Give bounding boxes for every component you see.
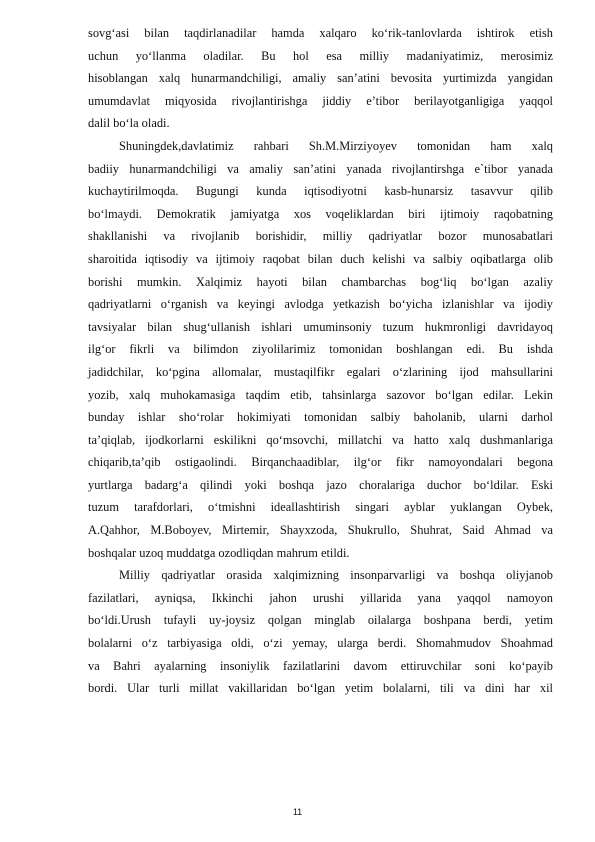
text-line: va Bahri ayalarning insoniylik fazilatlarini davom ettiruvchilar soni ko‘payib	[88, 658, 553, 673]
text-line: dalil bo‘la oladi.	[88, 116, 170, 131]
text-line: yozib, xalq muhokamasiga taqdim etib, tahsinlarga sazovor bo‘lgan edilar. Lekin	[88, 387, 553, 402]
text-line: bolalarni o‘z tarbiyasiga oldi, o‘zi yemay, ularga berdi. Shomahmudov Shoahmad	[88, 636, 553, 651]
text-line: bo‘ldi.Urush tufayli uy-joysiz qolgan minglab oilalarga boshpana berdi, yetim	[88, 613, 553, 628]
text-line: bordi. Ular turli millat vakillaridan bo‘lgan yetim bolalarni, tili va dini har xil	[88, 681, 553, 696]
text-line: umumdavlat miqyosida rivojlantirishga jiddiy e’tibor berilayotganligiga yaqqol	[88, 93, 553, 108]
text-line: A.Qahhor, M.Boboyev, Mirtemir, Shayxzoda, Shukrullo, Shuhrat, Said Ahmad va	[88, 523, 553, 538]
text-line: badiiy hunarmandchiligi va amaliy san’atini yanada rivojlantirshga e`tibor yanada	[88, 161, 553, 176]
text-line: chiqarib,ta’qib ostigaolindi. Birqanchaadiblar, ilg‘or fikr namoyondalari begona	[88, 455, 553, 470]
text-line: boshqalar uzoq muddatga ozodliqdan mahrum etildi.	[88, 545, 350, 560]
text-line: qadriyatlarni o‘rganish va keyingi avlodga yetkazish bo‘yicha izlanishlar va ijodiy	[88, 297, 553, 312]
text-line: Shuningdek,davlatimiz rahbari Sh.M.Mirziyoyev tomonidan ham xalq	[119, 138, 553, 153]
page-number: 11	[292, 807, 303, 817]
text-line: jadidchilar, ko‘pgina allomalar, mustaqilfikr egalari o‘zlarining ijod mahsullarini	[88, 364, 553, 379]
text-line: ilg‘or fikrli va bilimdon ziyolilarimiz tomonidan boshlangan edi. Bu ishda	[88, 342, 553, 357]
text-line: sharoitida iqtisodiy va ijtimoiy raqobat bilan duch kelishi va salbiy oqibatlarga olib	[88, 251, 553, 266]
text-line: shakllanishi va rivojlanib borishidir, milliy qadriyatlar bozor munosabatlari	[88, 229, 553, 244]
text-line: yurtlarga badarg‘a qilindi yoki boshqa jazo choralariga duchor bo‘ldilar. Eski	[88, 477, 553, 492]
text-line: sovg‘asi bilan taqdirlanadilar hamda xalqaro ko‘rik-tanlovlarda ishtirok etish	[88, 26, 553, 40]
text-line: borishi mumkin. Xalqimiz hayoti bilan chambarchas bog‘liq bo‘lgan azaliy	[88, 274, 553, 289]
text-line: fazilatlari, ayniqsa, Ikkinchi jahon urushi yillarida yana yaqqol namoyon	[88, 590, 553, 605]
text-line: ta’qiqlab, ijodkorlarni eskilikni qo‘msovchi, millatchi va hatto xalq dushmanlariga	[88, 432, 553, 447]
document-body	[88, 22, 553, 700]
text-line: tavsiyalar bilan shug‘ullanish ishlari umuminsoniy tuzum hukmronligi davridayoq	[88, 319, 553, 334]
text-line: uchun yo‘llanma oladilar. Bu hol esa milliy madaniyatimiz, merosimiz	[88, 48, 553, 63]
text-line: bo‘lmaydi. Demokratik jamiyatga xos voqeliklardan biri ijtimoiy raqobatning	[88, 206, 553, 221]
text-line: Milliy qadriyatlar orasida xalqimizning insonparvarligi va boshqa oliyjanob	[119, 568, 553, 583]
text-line: hisoblangan xalq hunarmandchiligi, amaliy san’atini bevosita yurtimizda yangidan	[88, 71, 553, 86]
text-line: tuzum tarafdorlari, o‘tmishni ideallashtirish singari ayblar yuklangan Oybek,	[88, 500, 553, 515]
text-line: kuchaytirilmoqda. Bugungi kunda iqtisodiyotni kasb-hunarsiz tasavvur qilib	[88, 184, 553, 199]
text-line: bunday ishlar sho‘rolar hokimiyati tomonidan salbiy baholanib, ularni darhol	[88, 410, 553, 425]
